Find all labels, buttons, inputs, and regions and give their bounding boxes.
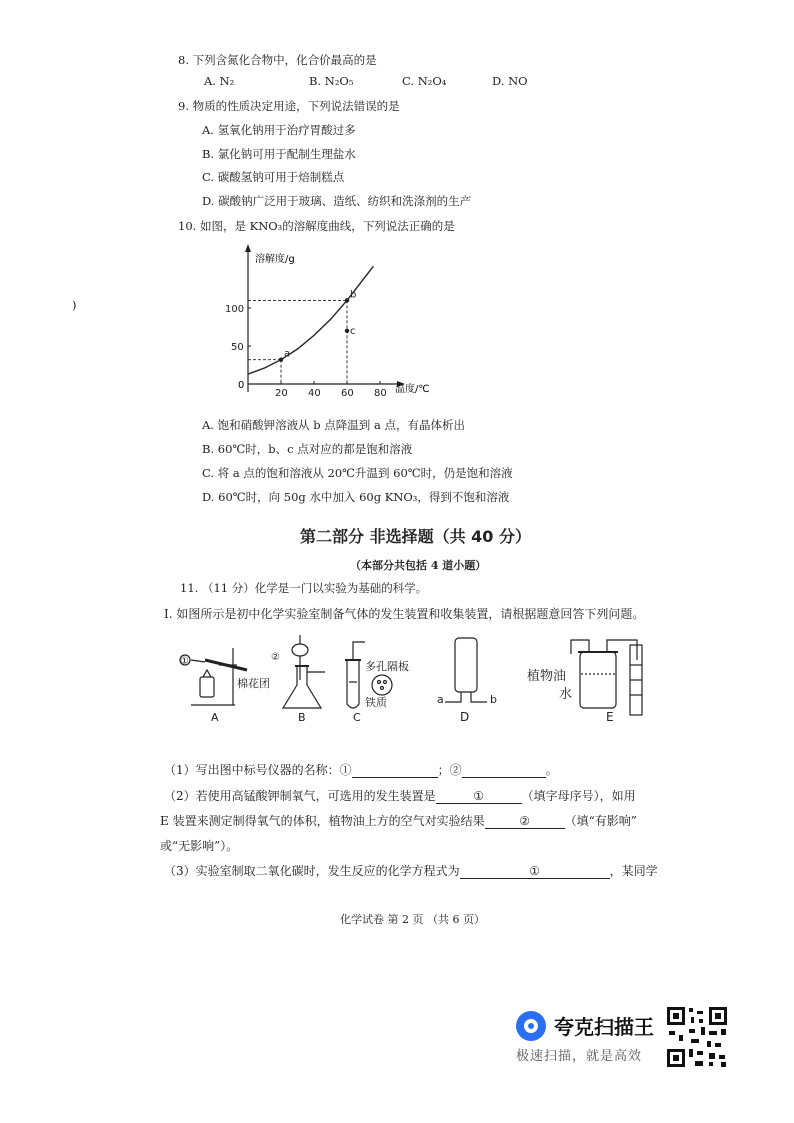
y-axis-arrow-icon: [245, 244, 251, 252]
q11-s1-sep: ；②: [437, 763, 462, 777]
q8-option-a: A. N₂: [204, 74, 235, 88]
q11-s1: [164, 761, 558, 778]
label-d: D: [460, 710, 470, 724]
origin-label: 0: [238, 380, 245, 391]
q8-option-c: C. N₂O₄: [402, 74, 447, 88]
q8-option-b: B. N₂O₅: [309, 74, 354, 88]
scanner-logo-icon: [516, 1011, 546, 1041]
point-c: [345, 329, 349, 333]
q11-s3: [164, 862, 658, 879]
solubility-curve: [248, 266, 373, 374]
q11-s2-text2-end: （填“有影响”: [564, 814, 637, 828]
x-tick-label: 60: [341, 388, 354, 399]
q10-option-d: D. 60℃时，向 50g 水中加入 60g KNO₃，得到不饱和溶液: [202, 490, 510, 504]
y-axis-label: 溶解度/g: [255, 254, 295, 265]
margin-mark: ): [72, 298, 77, 312]
point-label-b: b: [350, 289, 357, 301]
q11-s3-blank-1[interactable]: ①: [460, 864, 610, 879]
apparatus-d: [445, 638, 487, 702]
q11-s3-text: （3）实验室制取二氧化碳时，发生反应的化学方程式为: [164, 864, 460, 878]
scanner-watermark: [512, 1005, 737, 1069]
scanner-slogan: 极速扫描，就是高效: [516, 1049, 643, 1064]
q11-s2-line3: 或“无影响”）。: [160, 839, 239, 853]
q11-s1-blank-1[interactable]: [352, 763, 438, 778]
q11-s2-text1: （2）若使用高锰酸钾制氧气，可选用的发生装置是: [164, 789, 436, 803]
q9-option-c: C. 碳酸氢钠可用于焙制糕点: [202, 170, 345, 184]
q11-s1-end: 。: [545, 763, 558, 777]
q11-s2-line1: [164, 787, 636, 804]
point-a: [279, 357, 283, 361]
y-tick-label: 50: [231, 342, 244, 353]
q9-stem: 9. 物质的性质决定用途，下列说法错误的是: [178, 99, 400, 113]
apparatus-figure: [175, 630, 665, 730]
q9-option-d: D. 碳酸钠广泛用于玻璃、造纸、纺织和洗涤剂的生产: [202, 194, 472, 208]
x-tick-label: 20: [275, 388, 288, 399]
q11-s2-text2: E 装置来测定制得氧气的体积，植物油上方的空气对实验结果: [160, 814, 485, 828]
q8-option-d: D. NO: [492, 74, 528, 88]
q10-option-b: B. 60℃时，b、c 点对应的都是饱和溶液: [202, 442, 413, 456]
label-oil: 植物油: [527, 669, 567, 684]
qr-code-icon: [665, 1005, 729, 1069]
label-water: 水: [559, 687, 573, 702]
q11-s3-end: ，某同学: [609, 864, 658, 878]
label-d-b: b: [490, 693, 497, 706]
q11-s2-text1-end: （填字母序号），如用: [521, 789, 636, 803]
apparatus-b: [283, 635, 325, 708]
part2-subtitle: （本部分共包括 4 道小题）: [350, 559, 487, 572]
mark-2: ②: [271, 652, 280, 663]
q10-option-c: C. 将 a 点的饱和溶液从 20℃升温到 60℃时，仍是饱和溶液: [202, 466, 513, 480]
apparatus-e: [571, 640, 642, 715]
mark-1: ①: [180, 656, 189, 667]
label-e: E: [606, 710, 614, 724]
q11-s2-blank-2[interactable]: ②: [485, 814, 565, 829]
q10-option-a: A. 饱和硝酸钾溶液从 b 点降温到 a 点，有晶体析出: [202, 418, 465, 432]
point-b: [345, 298, 349, 302]
q11-s1-text: （1）写出图中标号仪器的名称：①: [164, 763, 352, 777]
q11-s1-blank-2[interactable]: [462, 763, 546, 778]
scanner-brand: 夸克扫描王: [554, 1015, 654, 1039]
label-cotton: 棉花团: [237, 677, 270, 690]
q8-stem: 8. 下列含氮化合物中，化合价最高的是: [178, 53, 377, 67]
label-porous: 多孔隔板: [365, 660, 409, 673]
label-d-a: a: [437, 693, 444, 706]
q11-s2-line2: [160, 812, 637, 829]
label-a: A: [211, 711, 219, 724]
x-tick-label: 40: [308, 388, 321, 399]
y-tick-label: 100: [225, 304, 245, 315]
page-footer: 化学试卷 第 2 页 （共 6 页）: [340, 913, 485, 926]
q11-stem: 11. （11 分）化学是一门以实验为基础的科学。: [180, 581, 428, 595]
q11-intro: I. 如图所示是初中化学实验室制备气体的发生装置和收集装置，请根据题意回答下列问题。: [164, 607, 645, 621]
x-tick-label: 80: [374, 388, 387, 399]
x-axis-label: 温度/℃: [395, 384, 430, 395]
point-label-c: c: [350, 325, 356, 337]
label-c: C: [353, 711, 361, 724]
q10-stem: 10. 如图，是 KNO₃的溶解度曲线，下列说法正确的是: [178, 219, 455, 233]
q9-option-a: A. 氢氧化钠用于治疗胃酸过多: [202, 123, 356, 137]
solubility-chart: [225, 240, 440, 410]
point-label-a: a: [284, 348, 291, 360]
q9-option-b: B. 氯化钠可用于配制生理盐水: [202, 147, 356, 161]
label-b: B: [298, 711, 306, 724]
q11-s2-blank-1[interactable]: ①: [436, 789, 522, 804]
label-iron: 铁质: [365, 696, 387, 709]
part2-title: 第二部分 非选择题（共 40 分）: [300, 527, 531, 546]
